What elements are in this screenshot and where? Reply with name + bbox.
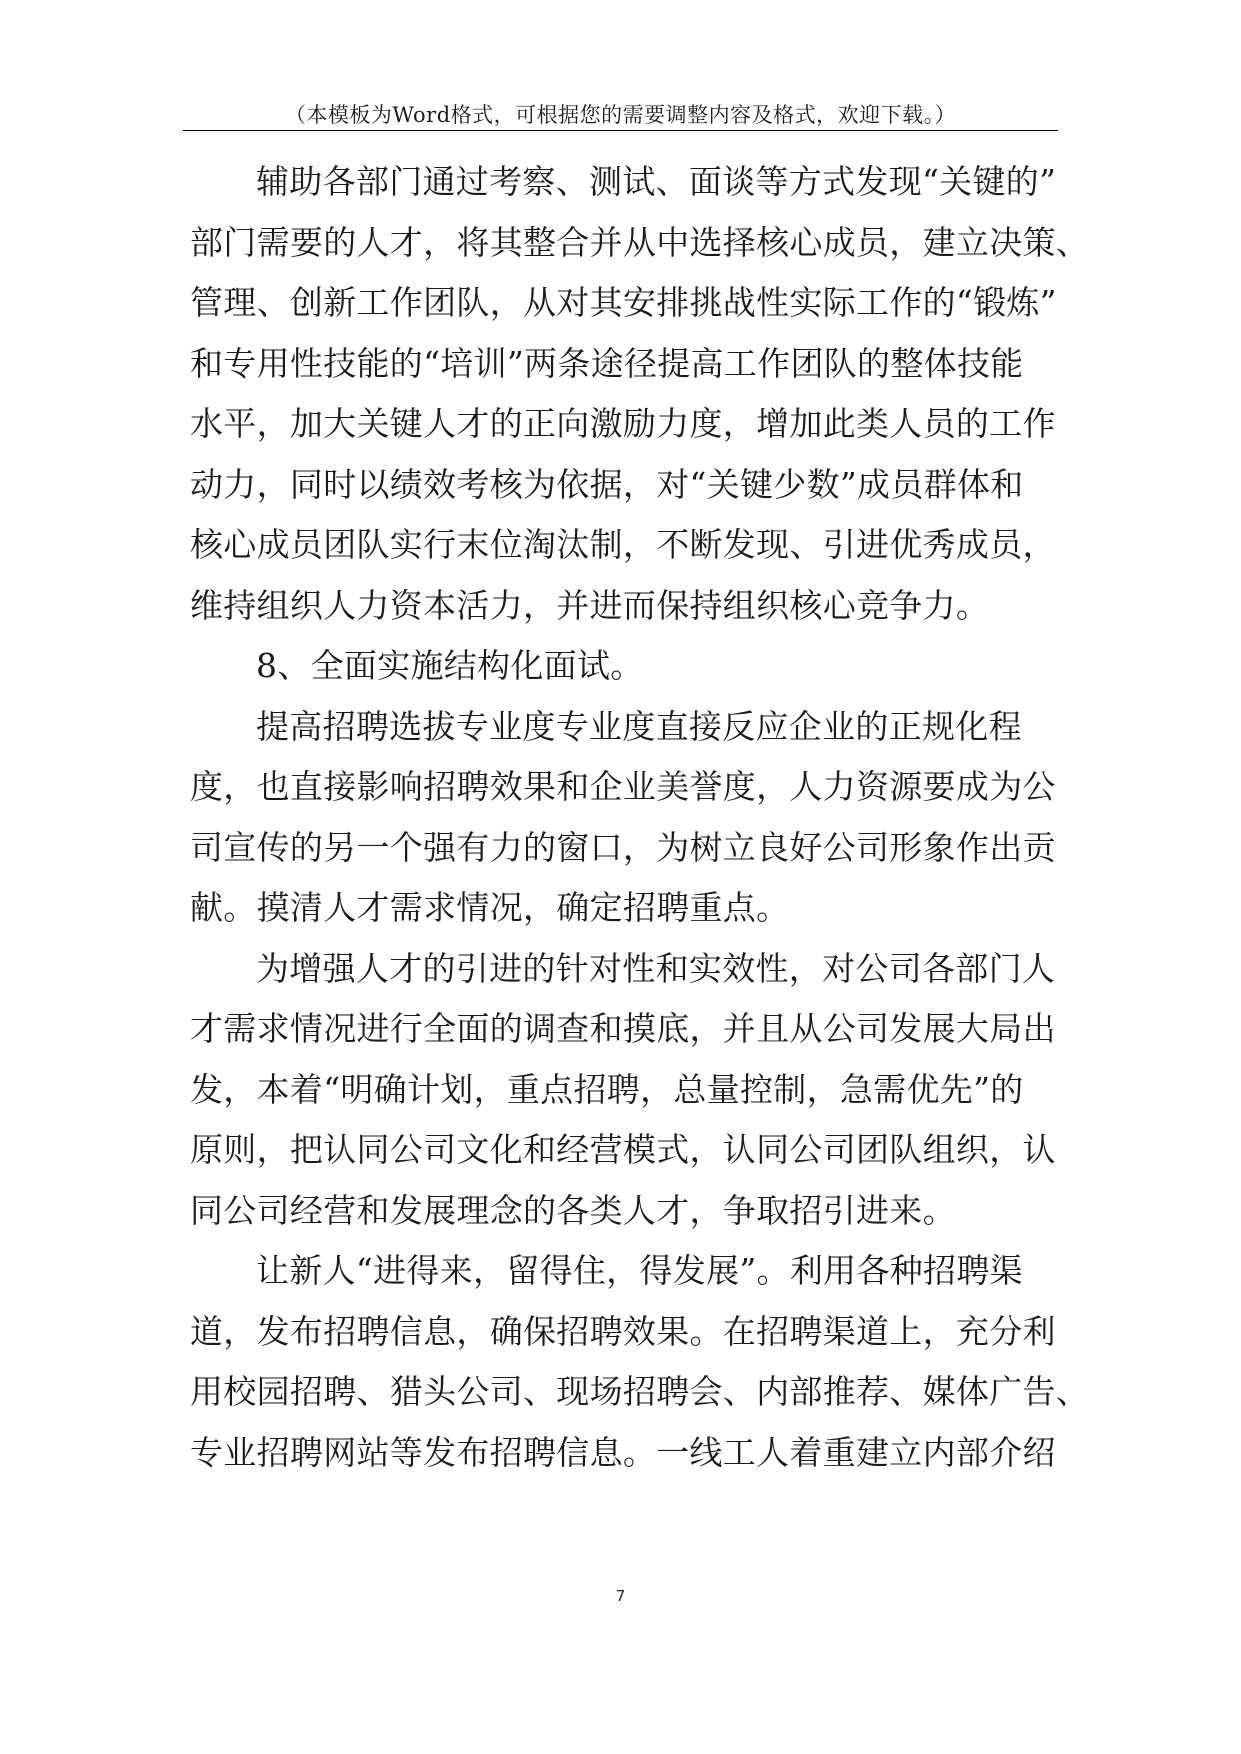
paragraph-line: 才需求情况进行全面的调查和摸底，并且从公司发展大局出	[190, 1009, 1056, 1048]
paragraph-line: 和专用性技能的“培训”两条途径提高工作团队的整体技能	[190, 343, 1024, 383]
template-note-header: （本模板为Word格式，可根据您的需要调整内容及格式，欢迎下载。）	[284, 103, 957, 127]
paragraph-line: 核心成员团队实行末位淘汰制，不断发现、引进优秀成员，	[190, 525, 1056, 564]
paragraph-line: 维持组织人力资本活力，并进而保持组织核心竞争力。	[190, 585, 990, 625]
paragraph-line: 原则，把认同公司文化和经营模式，认同公司团队组织，认	[190, 1130, 1056, 1169]
paragraph-line: 用校园招聘、猎头公司、现场招聘会、内部推荐、媒体广告、	[190, 1372, 1090, 1411]
paragraph-line: 同公司经营和发展理念的各类人才，争取招引进来。	[190, 1190, 956, 1230]
paragraph-line: 专业招聘网站等发布招聘信息。一线工人着重建立内部介绍	[190, 1432, 1056, 1472]
paragraph-line: 提高招聘选拔专业度专业度直接反应企业的正规化程	[256, 706, 1022, 746]
paragraph-line: 道，发布招聘信息，确保招聘效果。在招聘渠道上，充分利	[190, 1311, 1056, 1351]
paragraph-line: 为增强人才的引进的针对性和实效性，对公司各部门人	[256, 948, 1056, 988]
paragraph-line: 献。摸清人才需求情况，确定招聘重点。	[190, 888, 790, 927]
paragraph-line: 司宣传的另一个强有力的窗口，为树立良好公司形象作出贡	[190, 827, 1056, 867]
paragraph-line: 部门需要的人才，将其整合并从中选择核心成员，建立决策、	[190, 222, 1090, 262]
document-body	[190, 152, 1090, 1483]
paragraph-line: 动力，同时以绩效考核为依据，对“关键少数”成员群体和	[190, 464, 1024, 504]
paragraph-line: 水平，加大关键人才的正向激励力度，增加此类人员的工作	[190, 404, 1056, 443]
paragraph-line: 发，本着“明确计划，重点招聘，总量控制，急需优先”的	[190, 1069, 1024, 1109]
paragraph-line: 辅助各部门通过考察、测试、面谈等方式发现“关键的”	[256, 162, 1057, 201]
paragraph-line: 让新人“进得来，留得住，得发展”。利用各种招聘渠	[256, 1251, 1023, 1290]
page-number: 7	[615, 1587, 626, 1605]
section-heading: 8、全面实施结构化面试。	[256, 646, 644, 685]
paragraph-line: 管理、创新工作团队，从对其安排挑战性实际工作的“锻炼”	[190, 283, 1057, 322]
paragraph-line: 度，也直接影响招聘效果和企业美誉度，人力资源要成为公	[190, 767, 1056, 806]
header-divider	[183, 130, 1058, 131]
